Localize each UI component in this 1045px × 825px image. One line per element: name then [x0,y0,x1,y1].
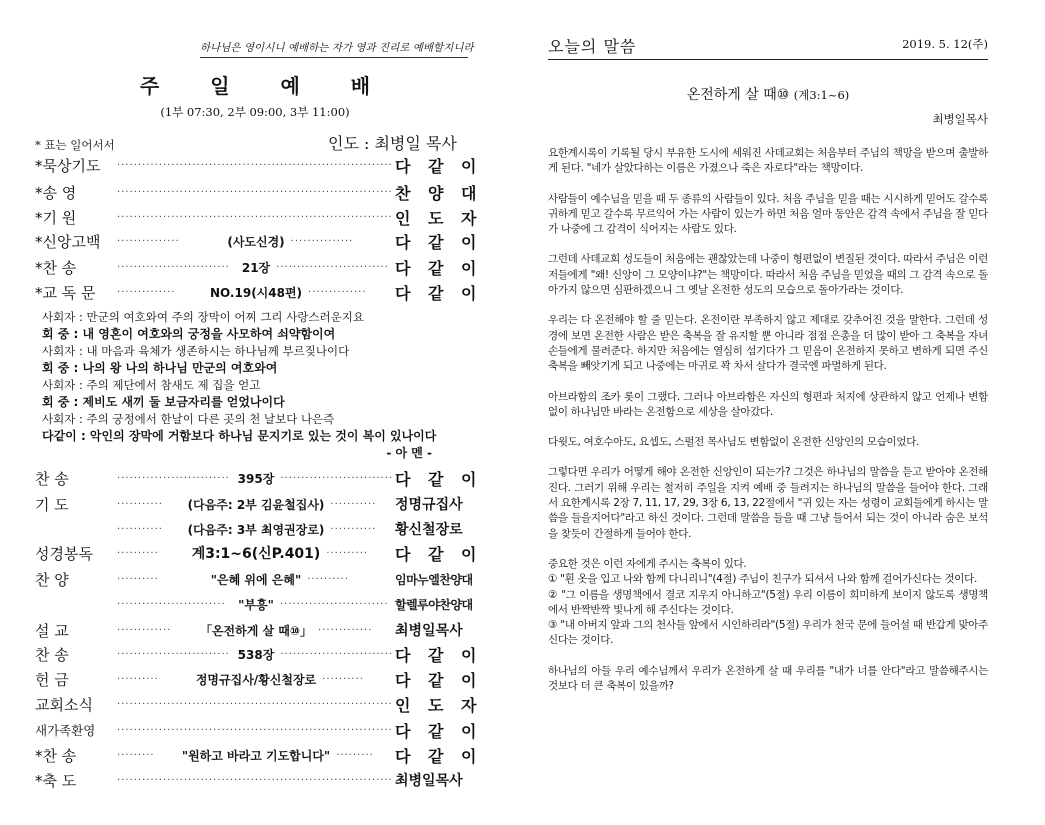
order-right: 다 같 이 [395,258,483,278]
motto: 하나님은 영이시니 예배하는 자가 영과 진리로 예배할지니라 [200,40,468,58]
order-row-news: 교회소식 ·································································· 인 도 자 [35,692,475,716]
order-right: 찬 양 대 [395,183,483,203]
order-right: 다 같 이 [395,283,483,303]
reading-line: 회 중 : 제비도 새끼 둘 보금자리를 얻었나이다 [42,395,285,409]
order-row-praise-2: ·························· "부흥" ·························· 할렐루야찬양대 [35,592,475,616]
blessing-1: ① "흰 옷을 입고 나와 함께 다니리니"(4절) 주님이 친구가 되셔서 나와 함께 걸어가신다는 것이다. [548,573,978,586]
sermon-title-text: 온전하게 살 때⑩ [686,87,790,103]
responsive-reading [42,309,492,460]
order-row-invocation: *기 원 ·································································· 인 도 자 [35,205,475,229]
order-middle: (다음주: 3부 최영권장로) [187,522,325,537]
order-row-hymn-1: *찬 송 ··························· 21장 ··························· 다 같 이 [35,255,475,279]
todays-word-title: 오늘의 말씀 [548,37,637,56]
order-right: 다 같 이 [395,670,483,690]
order-right: 다 같 이 [395,645,483,665]
order-row-prayer: 기 도 ··········· (다음주: 2부 김윤철집사) ··········· 정명규집사 [35,492,475,516]
order-label: 설 교 [35,621,69,640]
order-row-hymn-3: 찬 송 ··························· 538장 ··························· 다 같 이 [35,642,475,666]
order-row-sermon: 설 교 ············· 「온전하게 살 때⑩」 ············· 최병일목사 [35,618,475,642]
order-row-offering: 헌 금 ·········· 정명규집사/황신철장로 ·········· 다 같 이 [35,667,475,691]
order-label: *신앙고백 [35,232,101,251]
order-middle: 정명규집사/황신철장로 [195,672,317,687]
order-right: 할렐루야찬양대 [395,597,473,612]
service-times: (1부 07:30, 2부 09:00, 3부 11:00) [160,105,350,119]
order-middle: 21장 [241,260,271,275]
order-middle: 「온전하게 살 때⑩」 [199,623,313,638]
order-row-prayer-3: ··········· (다음주: 3부 최영권장로) ··········· 황신철장로 [35,517,475,541]
order-label: *송 영 [35,183,77,202]
sermon-ref: (계3:1~6) [793,88,850,102]
order-label: 교회소식 [35,695,93,714]
order-label: 찬 송 [35,469,69,488]
sermon-title [548,84,988,104]
order-middle: "은혜 위에 은혜" [210,572,302,587]
order-row-benediction: *축 도 ·································································· 최병일목사 [35,768,475,792]
order-right: 인 도 자 [395,208,483,228]
order-right: 황신철장로 [395,522,463,538]
order-row-meditation: *묵상기도 ·································································· 다 같 이 [35,153,475,177]
order-label: 새가족환영 [35,723,96,738]
order-right: 인 도 자 [395,695,483,715]
order-right: 최병일목사 [395,773,463,789]
order-label: 찬 양 [35,570,69,589]
date: 2019. 5. 12(주) [902,37,988,51]
amen: - 아 멘 - [386,446,432,460]
order-label: *묵상기도 [35,156,101,175]
order-label: *축 도 [35,771,77,790]
order-label: *찬 송 [35,258,77,277]
order-label: 찬 송 [35,645,69,664]
order-middle: (다음주: 2부 김윤철집사) [187,497,325,512]
order-label: 성경봉독 [35,544,93,563]
order-right: 다 같 이 [395,156,483,176]
blessing-3: ③ "내 아버지 앞과 그의 천사들 앞에서 시인하리라"(5절) 우리가 천국 문에 들어설 때 반갑게 맞아주신다는 것이다. [548,619,988,647]
sermon-body [548,146,988,709]
order-label: *교 독 문 [35,283,96,302]
order-label: 헌 금 [35,670,69,689]
reading-line: 사회자 : 주의 궁정에서 한날이 다른 곳의 천 날보다 나은즉 [42,412,335,426]
reading-line: 회 중 : 내 영혼이 여호와의 궁정을 사모하여 쇠약함이여 [42,327,336,341]
sermon-header [548,30,988,60]
paragraph: 그런데 사데교회 성도들이 처음에는 괜찮았는데 나중이 형편없이 변질된 것이다. 따라서 주님은 이런 저들에게 "왜! 신앙이 그 모양이냐?"는 책망이다. 따라서 처음 주님을 믿었을 때의 그 감격 속으로 돌아가지 않으면 심판하겠으니 그 옛날 온전한 성도의 모습으로 돌아가라는 것이다. [548,253,989,297]
leader: 인도 : 최병일 목사 [328,134,457,153]
order-right: 다 같 이 [395,721,483,741]
paragraph: 사람들이 예수님을 믿을 때 두 종류의 사람들이 있다. 처음 주님을 믿을 때는 시시하게 믿어도 갈수록 귀하게 믿고 갈수록 무르익어 가는 사람이 있는가 하면 처음 얼마 동안은 감격 속에서 주님을 잘 믿다가 나중에 그 감격이 식어지는 사람도 있다. [548,192,988,236]
reading-line: 사회자 : 만군의 여호와여 주의 장막이 어찌 그리 사랑스러운지요 [42,310,364,324]
order-right: 다 같 이 [395,544,483,564]
reading-line: 사회자 : 주의 제단에서 참새도 제 집을 얻고 [42,378,261,392]
order-row-hymn-4: *찬 송 ········· "원하고 바라고 기도합니다" ········· 다 같 이 [35,743,475,767]
blessing-2: ② "그 이름을 생명책에서 결코 지우지 아니하고"(5절) 우리 이름이 희미하게 보이지 않도록 생명책에서 반짝반짝 빛나게 해 주신다는 것이다. [548,588,988,616]
order-row-responsive-reading: *교 독 문 ·············· NO.19(시48편) ·············· 다 같 이 [35,280,475,304]
reading-line: 사회자 : 내 마음과 육체가 생존하시는 하나님께 부르짖나이다 [42,344,350,358]
order-label: 기 도 [35,495,69,514]
order-middle: NO.19(시48편) [209,285,303,300]
order-label: *기 원 [35,208,77,227]
worship-order-page [0,0,510,825]
standing-note: * 표는 일어서서 [35,138,115,152]
order-middle: "부흥" [238,597,274,612]
paragraph: 우리는 다 온전해야 할 줄 믿는다. 온전이란 부족하지 않고 제대로 갖추어진 것을 말한다. 그런데 성경에 보면 온전한 사람은 받은 축복을 잘 유지할 뿐 아니라 점점 은총을 더 많이 받아 그 축복을 자녀 손들에게 물려준다. 하지만 처음에는 열심히 섬기다가 그 믿음이 온전하지 못하고 변하게 되면 주신 축복을 빼앗기게 되고 나중에는 마귀로 꽉 차서 살다가 결국엔 파멸하게 된다. [548,314,988,373]
order-middle: 538장 [237,647,275,662]
order-right: 다 같 이 [395,469,483,489]
paragraph: 하나님의 아들 우리 예수님께서 우리가 온전하게 살 때 우리를 "내가 너를 안다"라고 말씀해주시는 것보다 더 큰 축복이 있을까? [548,664,988,693]
paragraph: 아브라함의 조카 롯이 그랬다. 그러나 아브라함은 자신의 형편과 처지에 상관하지 않고 언제나 변함없이 하나님만 바라는 온전함으로 세상을 살아갔다. [548,390,988,418]
order-row-creed: *신앙고백 ··············· (사도신경) ··············· 다 같 이 [35,229,475,253]
order-right: 다 같 이 [395,746,483,766]
paragraph: 중요한 것은 이런 자에게 주시는 축복이 있다. [548,557,747,570]
order-right: 다 같 이 [395,232,483,252]
order-right: 임마누엘찬양대 [395,572,473,587]
order-middle: (사도신경) [227,234,285,249]
order-row-doxology: *송 영 ·································································· 찬 양 대 [35,180,475,204]
order-right: 최병일목사 [395,623,463,639]
order-label: *찬 송 [35,746,77,765]
order-row-hymn-2: 찬 송 ··························· 395장 ··························· 다 같 이 [35,466,475,490]
paragraph: 그렇다면 우리가 어떻게 해야 온전한 신앙인이 되는가? 그것은 하나님의 말씀을 듣고 받아야 온전해진다. 그러기 위해 우리는 철저히 주일을 지켜 예배 중 들려지는 하나님의 말씀을 들어야 한다. 그래서 요한계시록 2장 7, 11, 17, 29, 3장 6, 13, 22절에서 "귀 있는 자는 성령이 교회들에게 하시는 말씀을 들을지어다"라고 하신 것이다. 그런데 말씀을 들을 때 그냥 들어서 되는 것이 아니라 숨은 보석을 찾듯이 간절하게 들어야 한다. [548,466,988,540]
paragraph: 요한계시록이 기록될 당시 부유한 도시에 세워진 사데교회는 처음부터 주님의 책망을 받으며 출발하게 된다. "네가 살았다하는 이름은 가졌으나 죽은 자로다"라는 책망이다. [548,147,988,175]
order-middle: 계3:1~6(신P.401) [191,546,321,562]
order-middle: "원하고 바라고 기도합니다" [181,748,331,763]
order-row-praise-1: 찬 양 ·········· "은혜 위에 은혜" ·········· 임마누엘찬양대 [35,567,475,591]
paragraph: 다윗도, 여호수아도, 요셉도, 스펄전 목사님도 변함없이 온전한 신앙인의 모습이었다. [548,436,920,449]
sermon-page [528,0,988,825]
order-middle: 395장 [237,471,275,486]
preacher: 최병일목사 [932,112,988,126]
page-title: 주 일 예 배 [139,74,393,98]
reading-line: 회 중 : 나의 왕 나의 하나님 만군의 여호와여 [42,361,278,375]
reading-line: 다같이 : 악인의 장막에 거함보다 하나님 문지기로 있는 것이 복이 있나이다 [42,429,437,443]
order-right: 정명규집사 [395,497,463,513]
order-row-welcome: 새가족환영 ·································································· 다 같 이 [35,718,475,742]
order-row-scripture: 성경봉독 ·········· 계3:1~6(신P.401) ·········· 다 같 이 [35,541,475,565]
